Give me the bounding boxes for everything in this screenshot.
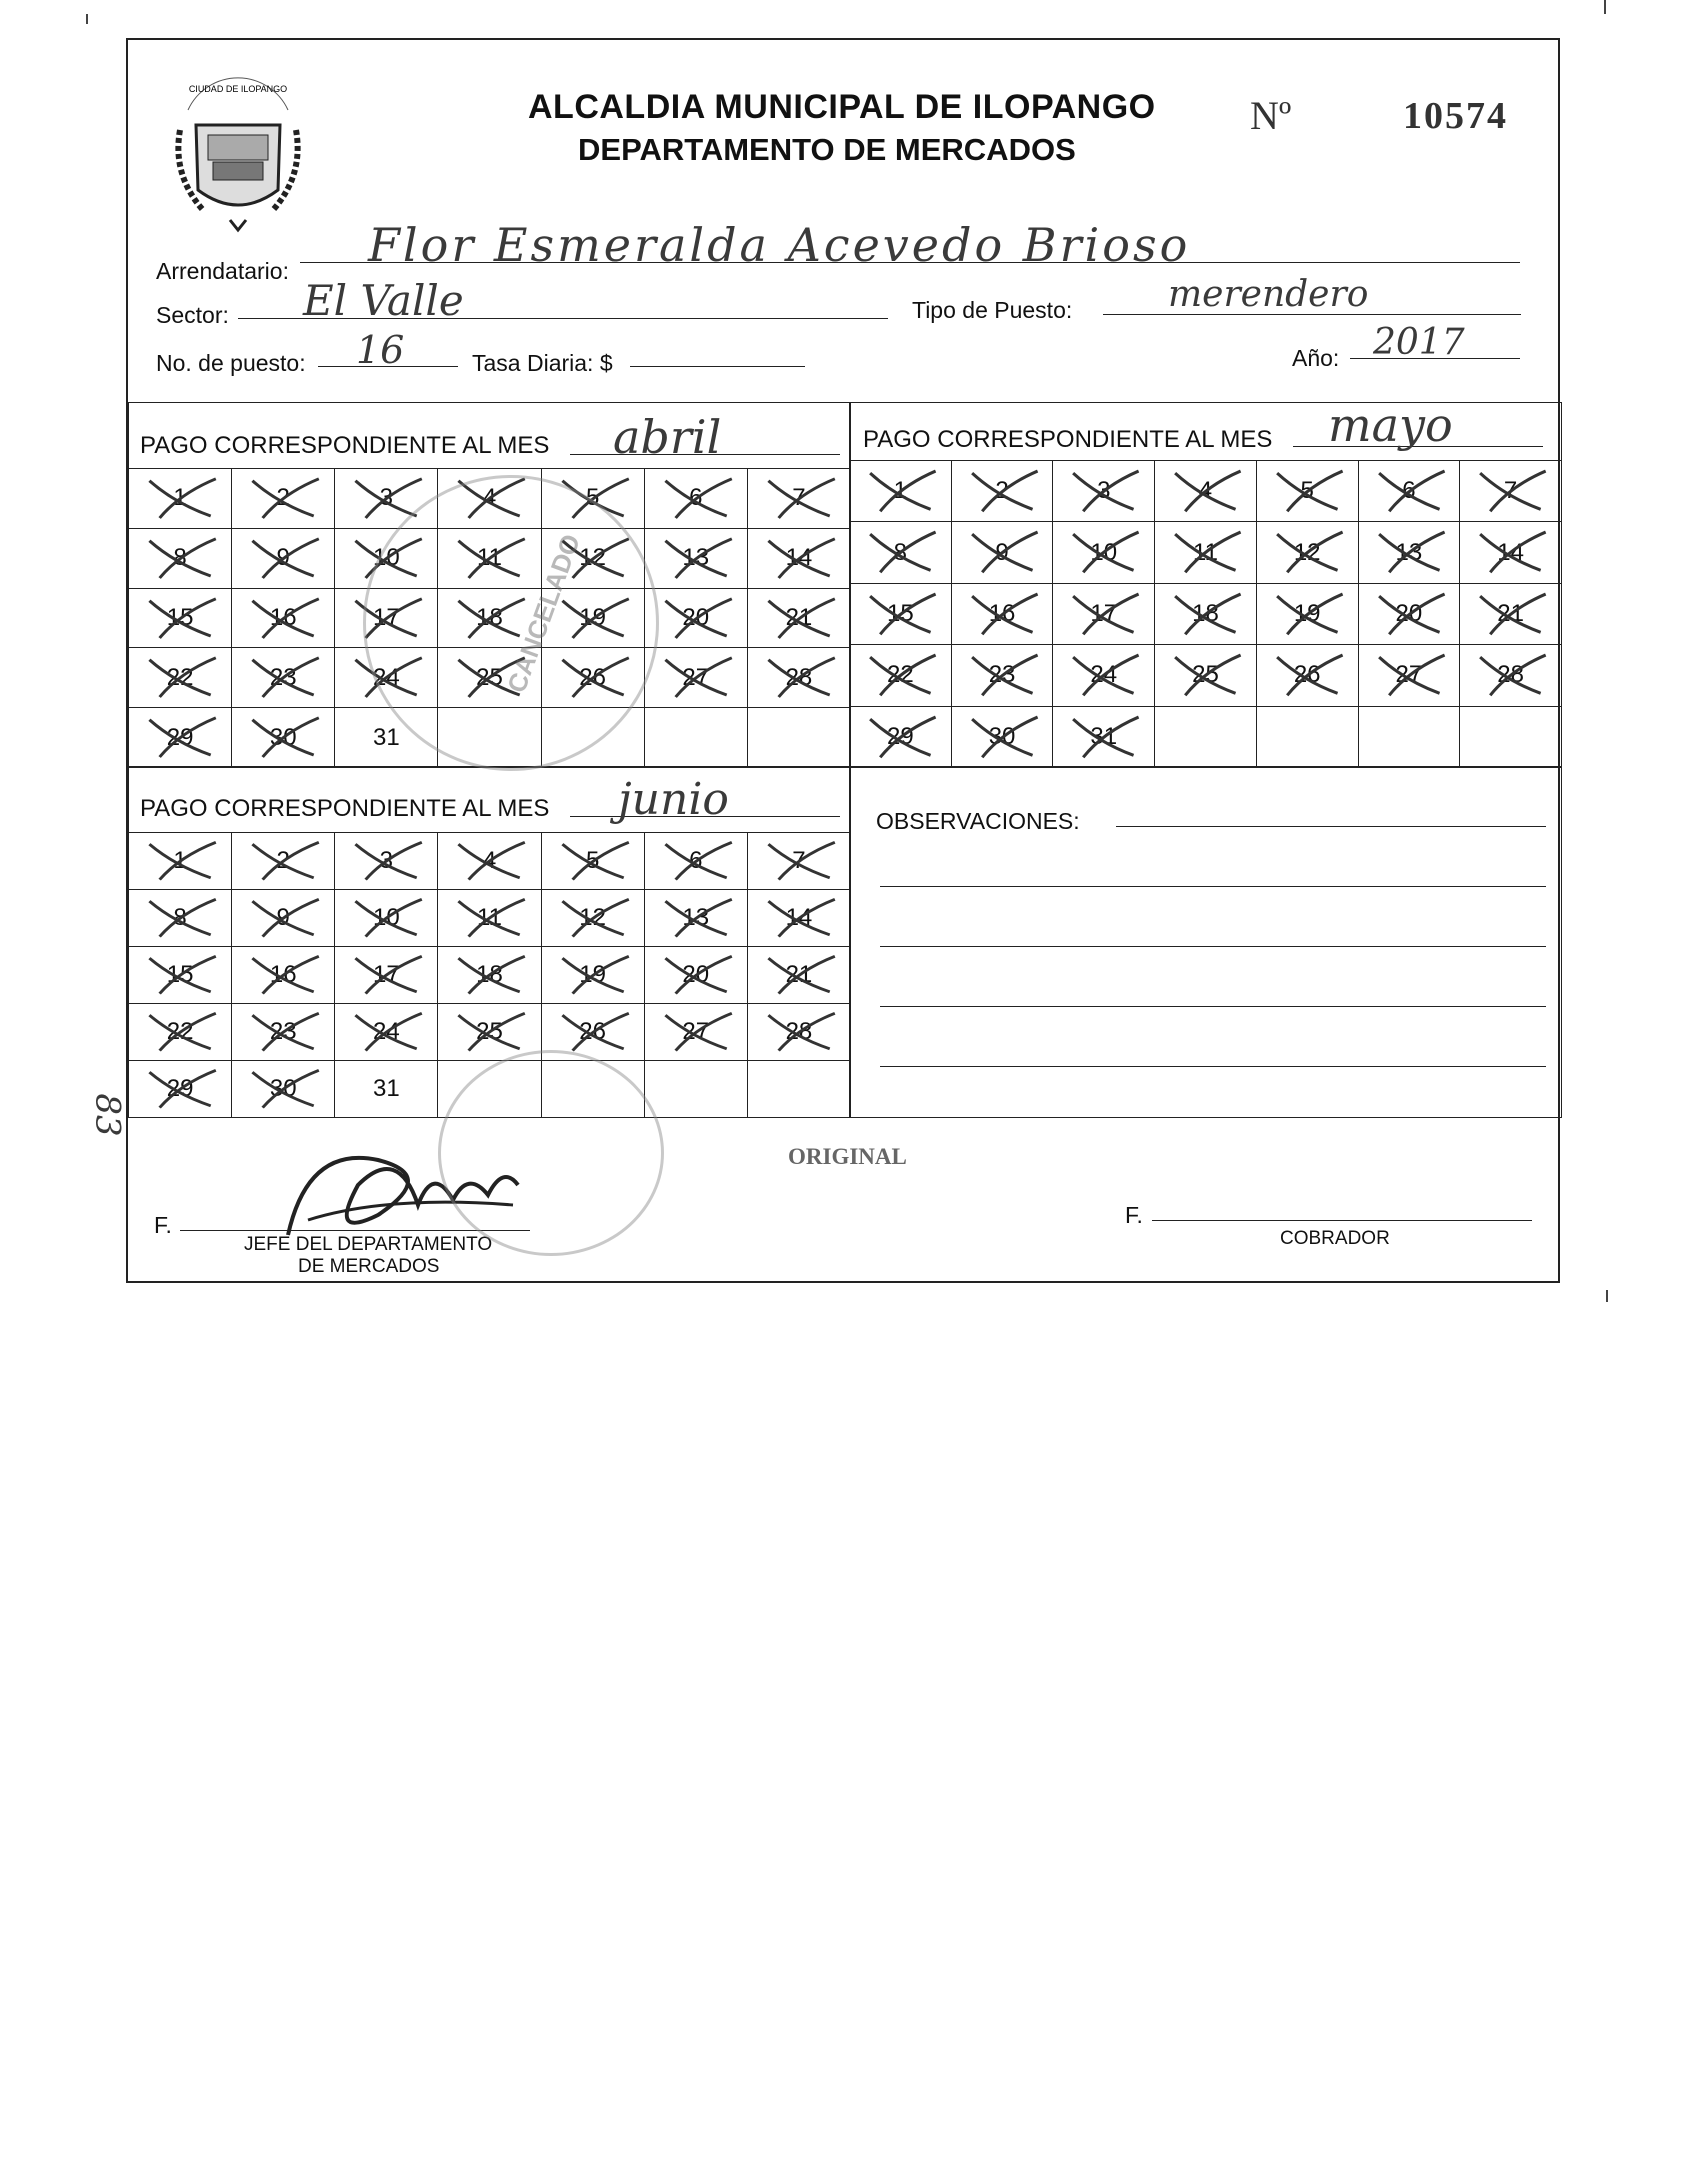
month-header-label: PAGO CORRESPONDIENTE AL MES [863, 426, 1273, 453]
sign-left-role-2: DE MERCADOS [298, 1256, 440, 1277]
day-number: 4 [1198, 477, 1213, 505]
sector-value: El Valle [303, 276, 464, 325]
anio-label: Año: [1292, 345, 1340, 371]
day-cell [1358, 645, 1460, 706]
day-number: 27 [682, 1018, 710, 1045]
scan-artifact [86, 14, 88, 24]
day-cell [644, 833, 747, 890]
stamp-text: CANCELADO [501, 530, 587, 697]
observations-line [1116, 826, 1546, 827]
header-title: ALCALDIA MUNICIPAL DE ILOPANGO [528, 88, 1156, 126]
observations-line [880, 886, 1546, 887]
day-cell [951, 583, 1053, 644]
day-number: 17 [373, 603, 400, 631]
day-cell [129, 588, 232, 648]
day-number: 15 [887, 599, 914, 627]
day-cell [644, 588, 747, 648]
day-number: 21 [1497, 599, 1524, 627]
day-cell [951, 461, 1053, 522]
day-cell [232, 528, 335, 588]
day-number: 8 [173, 904, 187, 931]
day-number: 2 [276, 847, 290, 874]
day-number: 17 [1090, 599, 1118, 627]
arrendatario-label: Arrendatario: [156, 258, 289, 284]
day-number: 12 [1293, 538, 1321, 566]
day-number: 24 [373, 1018, 400, 1045]
day-row [850, 461, 1562, 522]
day-number: 18 [1192, 599, 1219, 627]
day-cell [541, 947, 644, 1004]
day-number: 30 [269, 1075, 297, 1102]
day-cell [747, 469, 850, 529]
day-number: 22 [166, 663, 194, 691]
municipal-seal-logo [168, 70, 308, 235]
day-row [850, 522, 1562, 583]
day-number: 26 [1293, 661, 1321, 689]
observations-line [880, 1066, 1546, 1067]
day-number: 7 [792, 847, 806, 874]
day-cell [129, 1004, 232, 1061]
day-number: 20 [682, 603, 710, 631]
sign-right-line [1152, 1220, 1532, 1221]
day-number: 28 [785, 663, 813, 691]
puesto-label: No. de puesto: [156, 350, 306, 376]
day-cell [1155, 461, 1257, 522]
day-cell [335, 947, 438, 1004]
day-cell [129, 947, 232, 1004]
day-number: 29 [166, 723, 194, 751]
day-number: 4 [482, 484, 497, 512]
day-cell [747, 1004, 850, 1061]
sign-right-label: F. [1125, 1202, 1143, 1228]
day-number: 28 [1497, 661, 1524, 689]
day-number: 8 [173, 544, 187, 572]
day-cell [1358, 461, 1460, 522]
day-number: 11 [477, 544, 502, 572]
day-cell [232, 648, 335, 708]
tasa-diaria-line [630, 366, 805, 367]
day-number: 7 [792, 484, 806, 512]
month-header-label: PAGO CORRESPONDIENTE AL MES [140, 432, 550, 459]
day-number: 2 [276, 484, 290, 512]
day-cell [129, 890, 232, 947]
day-cell [232, 469, 335, 529]
day-cell [232, 588, 335, 648]
day-row [129, 947, 851, 1004]
day-cell [951, 706, 1053, 767]
day-cell [438, 890, 541, 947]
day-number: 3 [379, 847, 394, 874]
day-number: 19 [579, 603, 606, 631]
day-number: 26 [579, 1018, 606, 1045]
day-number: 6 [689, 484, 703, 512]
day-number: 10 [1090, 538, 1118, 566]
day-cell [747, 890, 850, 947]
day-number: 12 [579, 904, 606, 931]
day-row [129, 890, 851, 947]
day-cell [1460, 645, 1562, 706]
day-number: 14 [1497, 538, 1524, 566]
sector-label: Sector: [156, 302, 229, 328]
day-number: 31 [1090, 722, 1118, 750]
day-number: 10 [373, 544, 400, 572]
day-cell [644, 469, 747, 529]
logo-text: CIUDAD DE ILOPANGO [188, 84, 288, 94]
day-number: 3 [1097, 477, 1111, 505]
day-number: 5 [585, 484, 600, 512]
day-cell [850, 461, 952, 522]
day-cell [747, 588, 850, 648]
day-row [850, 645, 1562, 706]
day-cell [644, 1061, 747, 1118]
day-cell [129, 648, 232, 708]
day-number: 1 [173, 484, 187, 512]
day-number: 11 [477, 904, 502, 931]
day-cell [747, 708, 850, 768]
tasa-diaria-label: Tasa Diaria: $ [472, 350, 613, 376]
day-number: 5 [1300, 477, 1314, 505]
day-cell [129, 469, 232, 529]
day-number: 8 [893, 538, 908, 566]
form-number: 10574 [1403, 95, 1508, 137]
day-row [129, 1004, 851, 1061]
month-name-abril: abril [613, 410, 722, 464]
tipo-puesto-value: merendero [1168, 274, 1369, 315]
day-number: 1 [893, 477, 908, 505]
day-cell [644, 708, 747, 768]
day-cell [129, 528, 232, 588]
day-number: 26 [579, 663, 606, 691]
day-row [850, 583, 1562, 644]
sign-left-role: JEFE DEL DEPARTAMENTO [244, 1234, 493, 1255]
day-cell [129, 1061, 232, 1118]
day-number: 24 [373, 663, 400, 691]
day-number: 20 [1395, 599, 1423, 627]
day-cell [335, 1004, 438, 1061]
day-number: 29 [166, 1075, 194, 1102]
day-cell [541, 890, 644, 947]
tipo-puesto-label: Tipo de Puesto: [912, 297, 1073, 323]
day-grid-mayo [849, 460, 1562, 768]
day-cell [1358, 522, 1460, 583]
day-number: 14 [785, 544, 813, 572]
anio-value: 2017 [1373, 322, 1465, 363]
header-subtitle: DEPARTAMENTO DE MERCADOS [578, 132, 1076, 167]
day-number: 21 [785, 961, 813, 988]
observations-label: OBSERVACIONES: [876, 808, 1080, 834]
month-name-mayo: mayo [1328, 398, 1453, 452]
day-number: 23 [988, 661, 1016, 689]
day-number: 3 [379, 484, 394, 512]
day-number: 25 [476, 1018, 503, 1045]
day-row [850, 706, 1562, 767]
day-number: 15 [166, 603, 194, 631]
day-number: 30 [269, 723, 297, 751]
puesto-value: 16 [356, 328, 405, 372]
day-number: 9 [995, 538, 1009, 566]
day-number: 16 [988, 599, 1016, 627]
day-number: 23 [269, 1018, 297, 1045]
day-cell [850, 522, 952, 583]
day-cell [1155, 706, 1257, 767]
day-cell [438, 947, 541, 1004]
day-number: 14 [785, 904, 813, 931]
day-number: 1 [173, 847, 187, 874]
day-cell [747, 833, 850, 890]
day-number: 11 [1193, 538, 1218, 566]
day-cell [1460, 706, 1562, 767]
day-cell [232, 1004, 335, 1061]
day-cell [232, 890, 335, 947]
day-cell [232, 947, 335, 1004]
day-cell [1053, 645, 1155, 706]
day-cell [1460, 461, 1562, 522]
day-cell [850, 706, 952, 767]
day-cell [541, 833, 644, 890]
day-number: 29 [887, 722, 914, 750]
day-cell [644, 947, 747, 1004]
day-cell [335, 833, 438, 890]
sign-right-role: COBRADOR [1280, 1228, 1390, 1249]
day-cell [644, 648, 747, 708]
month-name-junio: junio [618, 774, 729, 825]
day-cell [1256, 583, 1358, 644]
day-cell [129, 708, 232, 768]
day-number: 25 [1192, 661, 1219, 689]
day-number: 31 [373, 723, 400, 751]
day-cell [1053, 522, 1155, 583]
day-number: 19 [1293, 599, 1321, 627]
day-cell [1053, 706, 1155, 767]
day-number: 9 [276, 544, 290, 572]
arrendatario-value: Flor Esmeralda Acevedo Brioso [368, 218, 1191, 272]
form-number-label: Nº [1250, 93, 1292, 138]
day-cell [747, 648, 850, 708]
day-number: 4 [482, 847, 497, 874]
sign-left-label: F. [154, 1212, 172, 1238]
day-number: 18 [476, 961, 503, 988]
scan-artifact [1606, 1290, 1608, 1302]
day-cell [232, 833, 335, 890]
day-number: 22 [166, 1018, 194, 1045]
margin-note: 83 [87, 1093, 128, 1137]
day-cell [335, 890, 438, 947]
day-cell [1256, 461, 1358, 522]
day-number: 27 [1395, 661, 1423, 689]
day-cell [850, 645, 952, 706]
day-cell [1053, 461, 1155, 522]
day-row [129, 833, 851, 890]
cancelled-stamp [363, 475, 659, 771]
day-cell [1460, 522, 1562, 583]
day-number: 20 [682, 961, 710, 988]
day-cell [747, 1061, 850, 1118]
day-number: 6 [689, 847, 703, 874]
day-number: 30 [988, 722, 1016, 750]
day-number: 13 [682, 904, 710, 931]
day-number: 18 [476, 603, 503, 631]
day-number: 12 [579, 544, 606, 572]
day-cell [951, 522, 1053, 583]
day-number: 7 [1503, 477, 1518, 505]
day-number: 28 [785, 1018, 813, 1045]
copy-label: ORIGINAL [788, 1144, 907, 1169]
day-number: 6 [1402, 477, 1416, 505]
observations-line [880, 946, 1546, 947]
day-cell [1256, 706, 1358, 767]
day-cell [1358, 706, 1460, 767]
payment-form [126, 38, 1560, 1283]
day-cell [1155, 522, 1257, 583]
observations-line [880, 1006, 1546, 1007]
day-cell [747, 947, 850, 1004]
day-number: 9 [276, 904, 290, 931]
day-number: 23 [269, 663, 297, 691]
day-cell [1256, 645, 1358, 706]
day-number: 13 [1395, 538, 1423, 566]
day-cell [438, 833, 541, 890]
day-number: 15 [166, 961, 194, 988]
day-cell [232, 1061, 335, 1118]
scan-artifact [1604, 0, 1606, 14]
day-number: 5 [585, 847, 600, 874]
day-cell [1460, 583, 1562, 644]
day-cell [644, 528, 747, 588]
day-number: 16 [269, 603, 297, 631]
day-cell [747, 528, 850, 588]
day-cell [644, 1004, 747, 1061]
day-cell [335, 1061, 438, 1118]
day-cell [1053, 583, 1155, 644]
day-cell [951, 645, 1053, 706]
day-number: 17 [373, 961, 400, 988]
month-header-label: PAGO CORRESPONDIENTE AL MES [140, 795, 550, 822]
day-cell [129, 833, 232, 890]
day-number: 24 [1090, 661, 1118, 689]
day-cell [232, 708, 335, 768]
day-number: 10 [373, 904, 400, 931]
day-cell [850, 583, 952, 644]
day-cell [644, 890, 747, 947]
day-cell [1155, 645, 1257, 706]
day-number: 13 [682, 544, 710, 572]
day-number: 27 [682, 663, 710, 691]
day-cell [1358, 583, 1460, 644]
day-number: 22 [887, 661, 914, 689]
day-number: 25 [476, 663, 503, 691]
department-stamp [438, 1050, 664, 1256]
day-cell [1256, 522, 1358, 583]
day-number: 21 [785, 603, 813, 631]
day-number: 2 [995, 477, 1009, 505]
day-number: 19 [579, 961, 606, 988]
day-cell [1155, 583, 1257, 644]
day-number: 16 [269, 961, 297, 988]
day-number: 31 [373, 1075, 400, 1102]
